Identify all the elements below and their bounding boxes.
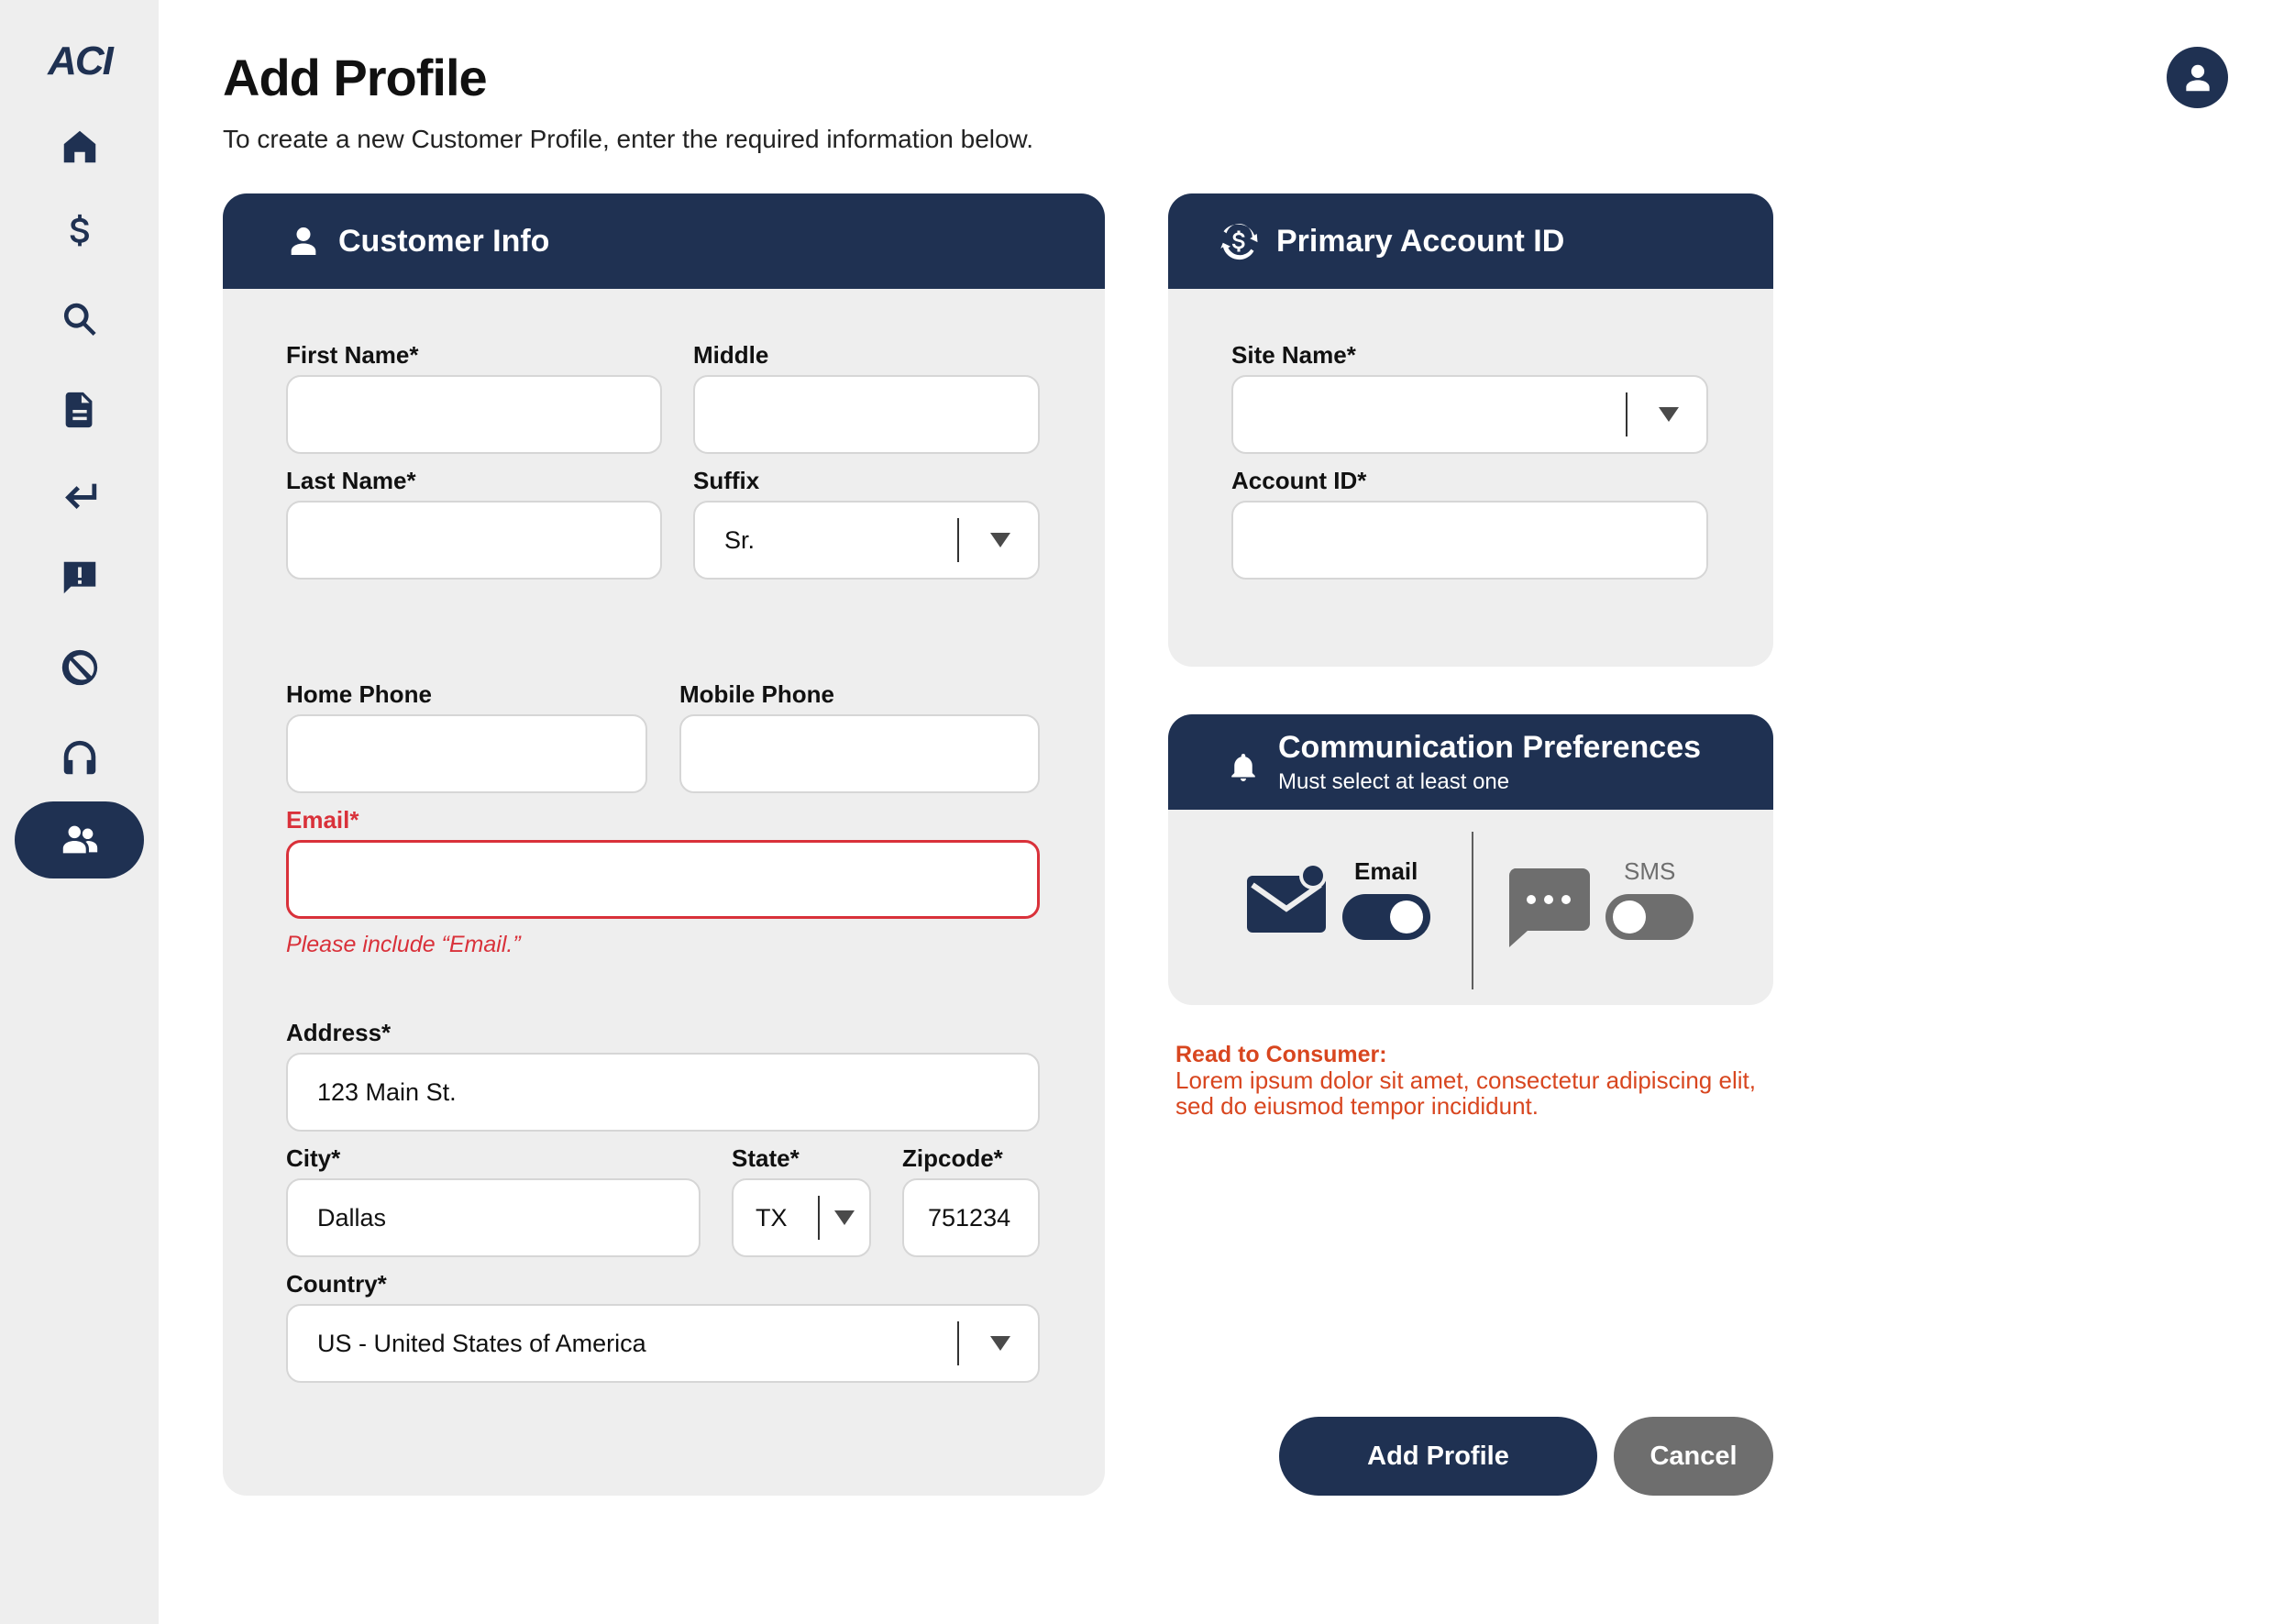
mobile-phone-input[interactable] bbox=[679, 714, 1040, 793]
middle-input[interactable] bbox=[693, 375, 1040, 454]
state-select[interactable]: TX bbox=[732, 1178, 871, 1257]
sidebar bbox=[0, 0, 159, 1624]
notice-body: Lorem ipsum dolor sit amet, consectetur adipiscing elit, sed do eiusmod tempor incididunt. bbox=[1175, 1066, 1756, 1120]
zipcode-label: Zipcode* bbox=[902, 1144, 1003, 1172]
city-label: City* bbox=[286, 1144, 341, 1172]
headset-icon bbox=[59, 737, 101, 779]
aci-logo: ACI bbox=[48, 39, 112, 83]
page-title: Add Profile bbox=[223, 49, 487, 106]
primary-account-card bbox=[1168, 193, 1773, 667]
site-name-label: Site Name* bbox=[1231, 341, 1356, 369]
sidebar-item-blocked[interactable] bbox=[15, 629, 144, 706]
city-input[interactable]: Dallas bbox=[286, 1178, 701, 1257]
home-phone-label: Home Phone bbox=[286, 680, 432, 708]
sidebar-item-home[interactable] bbox=[15, 108, 144, 185]
sidebar-item-payments[interactable] bbox=[15, 193, 144, 271]
bell-icon bbox=[1227, 751, 1260, 784]
communication-preferences-title: Communication Preferences bbox=[1278, 729, 1702, 765]
email-error-message: Please include “Email.” bbox=[286, 932, 521, 957]
block-icon bbox=[59, 646, 101, 689]
add-profile-button[interactable]: Add Profile bbox=[1279, 1417, 1597, 1496]
sms-pref-label: SMS bbox=[1624, 857, 1676, 885]
email-pref-label: Email bbox=[1354, 857, 1418, 885]
chevron-down-icon bbox=[990, 1336, 1010, 1351]
users-icon bbox=[59, 819, 101, 861]
email-toggle[interactable] bbox=[1342, 894, 1430, 940]
communication-preferences-card bbox=[1168, 714, 1773, 1005]
page-subtitle: To create a new Customer Profile, enter the required information below. bbox=[223, 125, 1034, 153]
communication-preferences-subtitle: Must select at least one bbox=[1278, 768, 1510, 794]
document-icon bbox=[59, 389, 101, 431]
sidebar-item-profiles[interactable] bbox=[15, 801, 144, 878]
country-select[interactable]: US - United States of America bbox=[286, 1304, 1040, 1383]
account-sync-icon bbox=[1218, 220, 1260, 262]
email-label: Email* bbox=[286, 806, 359, 834]
primary-account-header bbox=[1168, 193, 1773, 289]
sidebar-item-support[interactable] bbox=[15, 720, 144, 797]
mobile-phone-label: Mobile Phone bbox=[679, 680, 834, 708]
suffix-label: Suffix bbox=[693, 467, 760, 494]
user-avatar-button[interactable] bbox=[2167, 47, 2228, 108]
site-name-select[interactable] bbox=[1231, 375, 1708, 454]
sidebar-item-returns[interactable] bbox=[15, 458, 144, 535]
last-name-label: Last Name* bbox=[286, 467, 416, 494]
chevron-down-icon bbox=[1659, 407, 1679, 422]
alert-message-icon bbox=[59, 557, 101, 599]
last-name-input[interactable] bbox=[286, 501, 662, 580]
email-input[interactable] bbox=[286, 840, 1040, 919]
customer-info-card bbox=[223, 193, 1105, 1496]
zipcode-input[interactable]: 751234 bbox=[902, 1178, 1040, 1257]
return-arrow-icon bbox=[59, 475, 101, 517]
home-phone-input[interactable] bbox=[286, 714, 647, 793]
sidebar-item-alerts[interactable] bbox=[15, 539, 144, 616]
dollar-icon bbox=[59, 211, 101, 253]
home-icon bbox=[59, 126, 101, 168]
address-label: Address* bbox=[286, 1019, 392, 1046]
account-id-input[interactable] bbox=[1231, 501, 1708, 580]
country-label: Country* bbox=[286, 1270, 387, 1298]
first-name-label: First Name* bbox=[286, 341, 419, 369]
sidebar-item-search[interactable] bbox=[15, 281, 144, 358]
middle-label: Middle bbox=[693, 341, 769, 369]
communication-preferences-header bbox=[1168, 714, 1773, 810]
chevron-down-icon bbox=[834, 1210, 855, 1225]
email-notification-icon bbox=[1245, 863, 1328, 934]
primary-account-title: Primary Account ID bbox=[1276, 223, 1565, 259]
sms-toggle[interactable] bbox=[1605, 894, 1694, 940]
customer-info-title: Customer Info bbox=[338, 223, 550, 259]
sidebar-item-documents[interactable] bbox=[15, 371, 144, 448]
preferences-divider bbox=[1472, 832, 1473, 989]
customer-info-header bbox=[223, 193, 1105, 289]
first-name-input[interactable] bbox=[286, 375, 662, 454]
suffix-select[interactable]: Sr. bbox=[693, 501, 1040, 580]
search-icon bbox=[59, 298, 101, 340]
notice-title: Read to Consumer: bbox=[1175, 1042, 1387, 1067]
address-input[interactable]: 123 Main St. bbox=[286, 1053, 1040, 1132]
cancel-button[interactable]: Cancel bbox=[1614, 1417, 1773, 1496]
account-id-label: Account ID* bbox=[1231, 467, 1367, 494]
chevron-down-icon bbox=[990, 533, 1010, 547]
user-icon bbox=[2180, 61, 2215, 95]
state-label: State* bbox=[732, 1144, 800, 1172]
sms-chat-icon bbox=[1507, 868, 1590, 947]
person-icon bbox=[285, 223, 322, 260]
